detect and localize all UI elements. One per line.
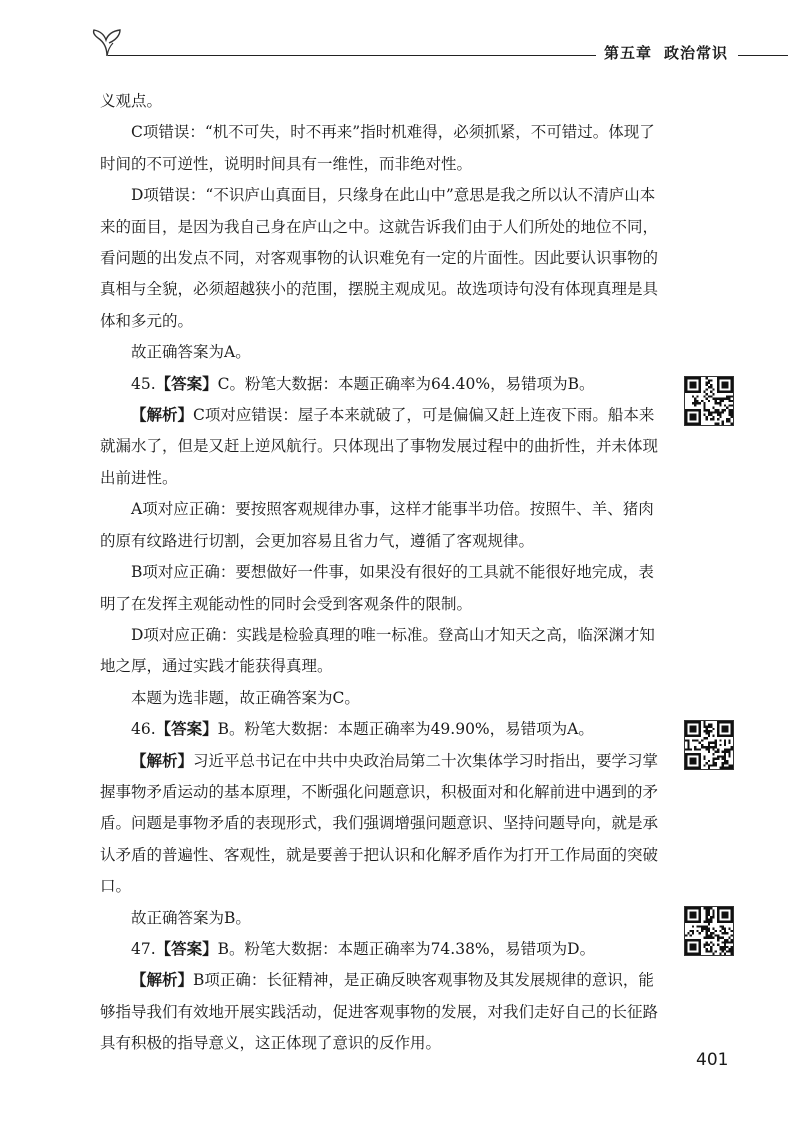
chapter-title: 政治常识 <box>664 44 729 62</box>
analysis-paragraph: 【解析】习近平总书记在中共中央政治局第二十次集体学习时指出，要学习掌握事物矛盾运动的基本原理，不断强化问题意识，积极面对和化解前进中遇到的矛盾。问题是事物矛盾的表现形式，我们强调增强问题意识、坚持问题导向，就是承认矛盾的普遍性、客观性，就是要善于把认识和化解矛盾作为打开工作局面的突破口。 <box>100 751 659 896</box>
page-number: 401 <box>696 1050 729 1070</box>
paragraph: D项对应正确：实践是检验真理的唯一标准。登高山才知天之高，临深渊才知地之厚，通过实践才能获得真理。 <box>100 625 655 676</box>
chapter-heading <box>604 42 736 63</box>
chapter-number: 第五章 <box>604 44 653 62</box>
main-text <box>100 86 668 1060</box>
paragraph: D项错误：“不识庐山真面目，只缘身在此山中”意思是我之所以认不清庐山本来的面目，是因为我自己身在庐山之中。这就告诉我们由于人们所处的地位不同，看问题的出发点不同，对客观事物的认识难免有一定的片面性。因此要认识事物的真相与全貌，必须超越狭小的范围，摆脱主观成见。故选项诗句没有体现真理是具体和多元的。 <box>100 186 659 330</box>
answer-line-45: 45.【答案】C。粉笔大数据：本题正确率为64.40%，易错项为B。 <box>131 374 595 393</box>
header-rule-right <box>738 55 788 56</box>
answer-tag: 【答案】 <box>155 374 218 393</box>
paragraph: 故正确答案为B。 <box>131 908 251 927</box>
paragraph: A项对应正确：要按照客观规律办事，这样才能事半功倍。按照牛、羊、猪肉的原有纹路进行切割，会更加容易且省力气，遵循了客观规律。 <box>100 500 654 550</box>
page-header <box>0 0 800 80</box>
answer-line-46: 46.【答案】B。粉笔大数据：本题正确率为49.90%，易错项为A。 <box>131 720 594 739</box>
paragraph: B项对应正确：要想做好一件事，如果没有很好的工具就不能很好地完成，表明了在发挥主观能动性的同时会受到客观条件的限制。 <box>100 563 654 613</box>
analysis-tag: 【解析】 <box>131 971 194 990</box>
analysis-paragraph: 【解析】B项正确：长征精神，是正确反映客观事物及其发展规律的意识，能够指导我们有效地开展实践活动，促进客观事物的发展，对我们走好自己的长征路具有积极的指导意义，这正体现了意识的反作用。 <box>100 971 659 1053</box>
paragraph: 本题为选非题，故正确答案为C。 <box>131 688 360 707</box>
qr-code-icon[interactable] <box>684 720 734 770</box>
analysis-tag: 【解析】 <box>131 406 194 425</box>
qr-code-icon[interactable] <box>684 376 734 426</box>
paragraph: C项错误：“机不可失，时不再来”指时机难得，必须抓紧，不可错过。体现了时间的不可逆性，说明时间具有一维性，而非绝对性。 <box>100 123 655 173</box>
answer-tag: 【答案】 <box>155 720 218 739</box>
paragraph: 义观点。 <box>100 92 163 110</box>
analysis-tag: 【解析】 <box>131 751 194 770</box>
qr-code-icon[interactable] <box>684 906 734 956</box>
header-rule-left <box>108 55 596 56</box>
paragraph: 故正确答案为A。 <box>131 343 251 362</box>
answer-line-47: 47.【答案】B。粉笔大数据：本题正确率为74.38%，易错项为D。 <box>131 939 596 958</box>
analysis-paragraph: 【解析】C项对应错误：屋子本来就破了，可是偏偏又赶上连夜下雨。船本来就漏水了，但是又赶上逆风航行。只体现出了事物发展过程中的曲折性，并未体现出前进性。 <box>100 406 659 487</box>
answer-tag: 【答案】 <box>155 939 218 958</box>
